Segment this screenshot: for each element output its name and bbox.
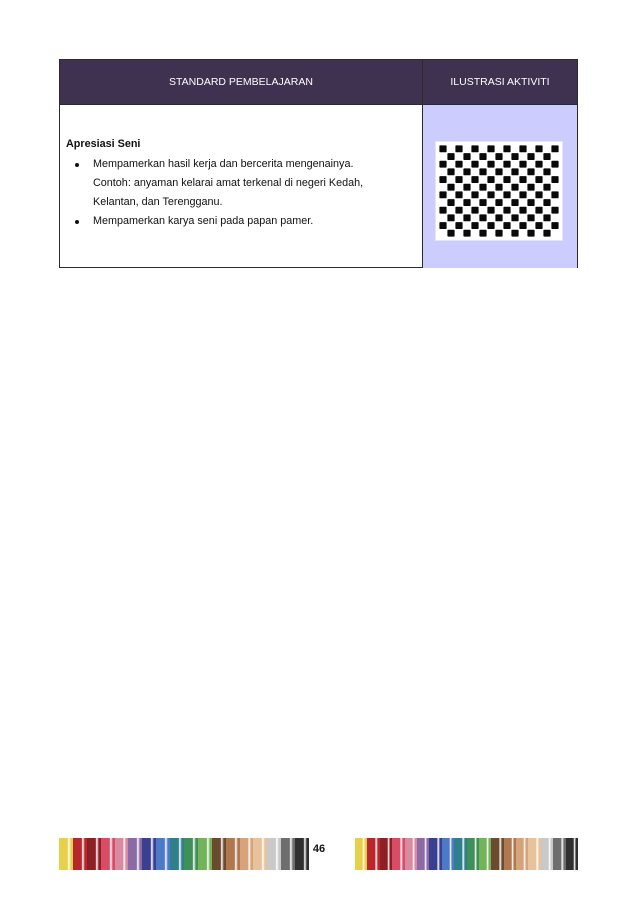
bullet-text: Mempamerkan hasil kerja dan bercerita mengenainya. xyxy=(93,158,354,170)
curriculum-table xyxy=(59,59,578,268)
bullet-text: Mempamerkan karya seni pada papan pamer. xyxy=(93,215,314,227)
bullet-text-example-cont: Kelantan, dan Terengganu. xyxy=(93,196,223,208)
header-ilustrasi-aktiviti: ILUSTRASI AKTIVITI xyxy=(450,76,550,88)
bullet-list xyxy=(66,155,414,231)
standard-cell xyxy=(60,105,423,268)
table-header-row xyxy=(60,60,577,105)
bullet-item xyxy=(66,212,414,231)
table-body-row xyxy=(60,105,577,268)
bullet-text-example: Contoh: anyaman kelarai amat terkenal di negeri Kedah, xyxy=(93,177,364,189)
woven-checkerboard-icon xyxy=(435,141,563,241)
bullet-dot-icon xyxy=(75,220,79,224)
illustration-cell xyxy=(423,105,577,268)
bullet-dot-icon xyxy=(75,163,79,167)
weave-pattern xyxy=(439,145,559,237)
section-title: Apresiasi Seni xyxy=(66,138,141,150)
header-standard-pembelajaran: STANDARD PEMBELAJARAN xyxy=(60,60,423,104)
page-number: 46 xyxy=(312,843,326,855)
bullet-item xyxy=(66,155,414,212)
